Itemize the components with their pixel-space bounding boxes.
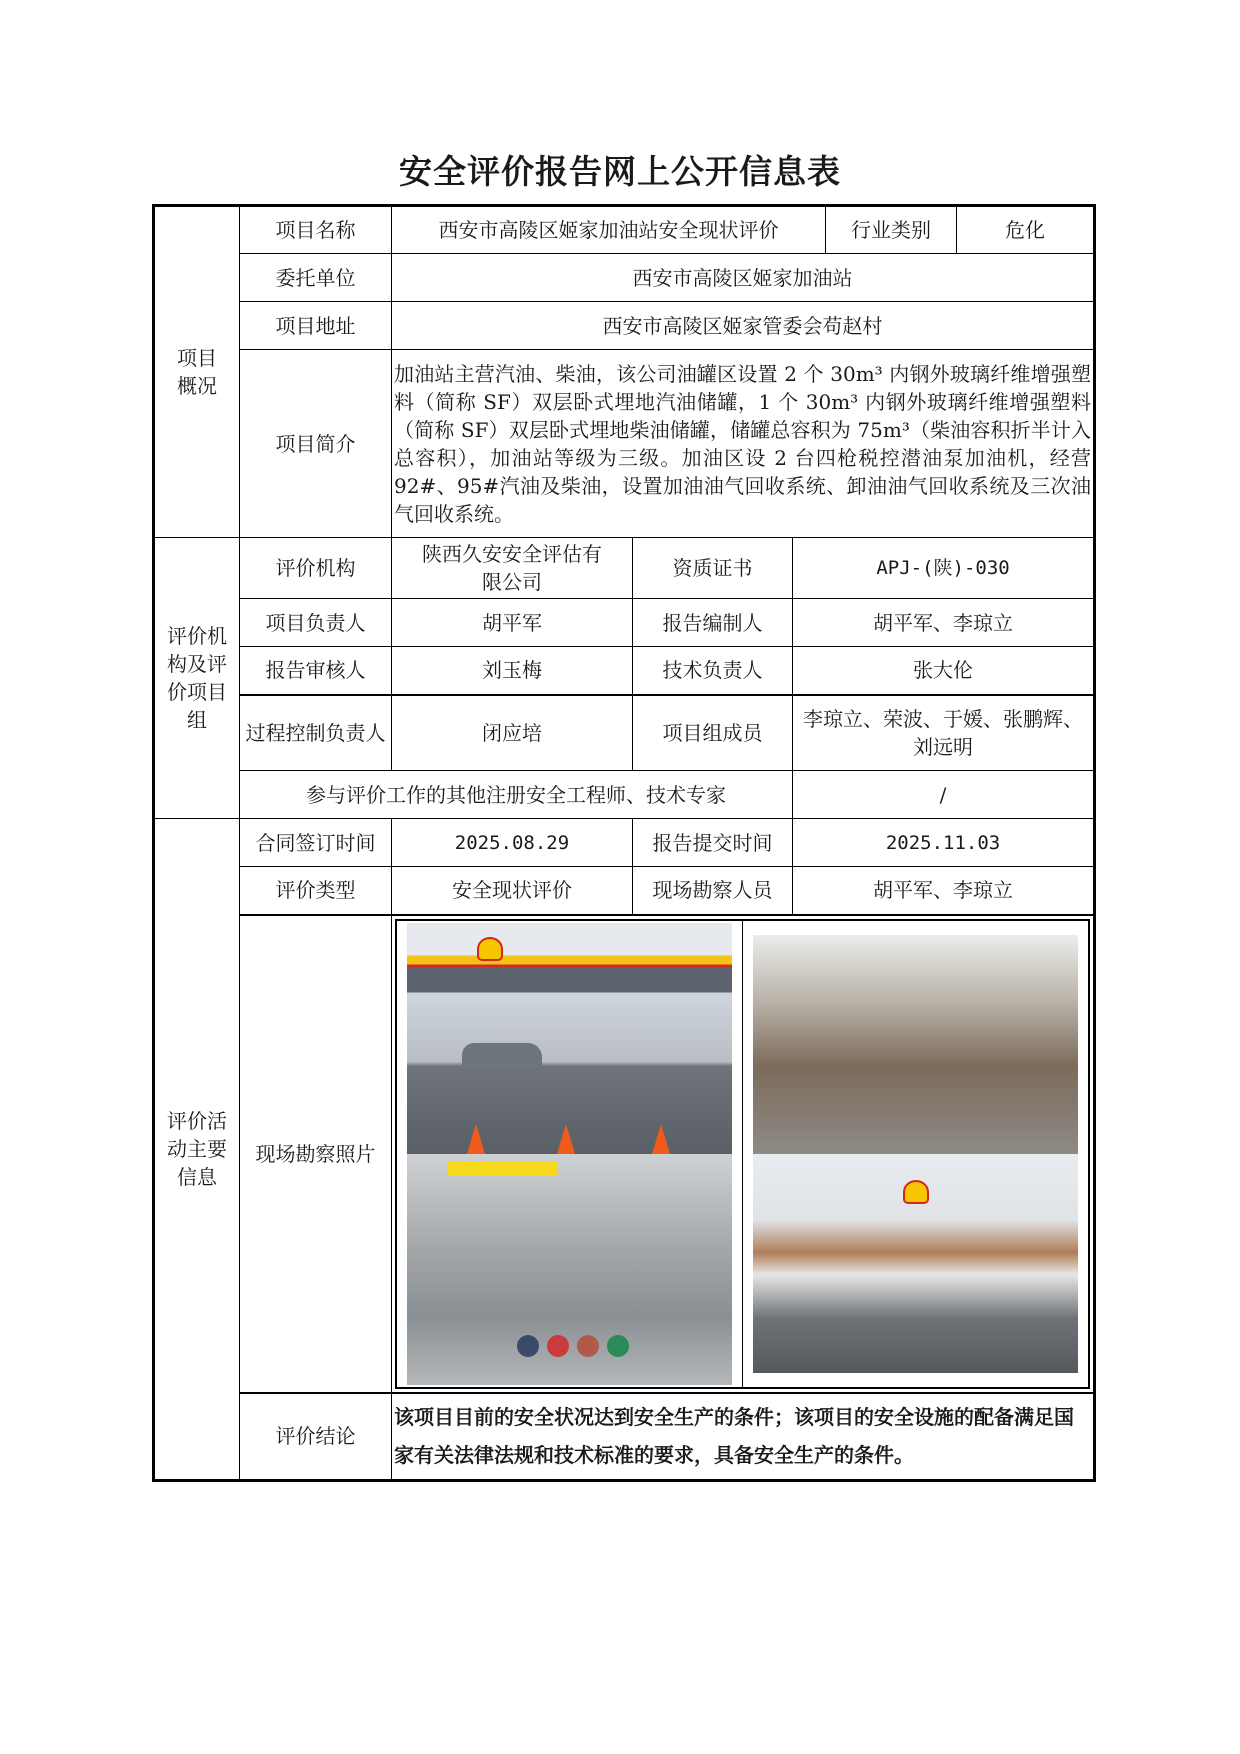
- page-title: 安全评价报告网上公开信息表: [399, 152, 841, 191]
- photos-cell: [392, 915, 1095, 1393]
- car-shape: [462, 1043, 542, 1069]
- cert-label: 资质证书: [633, 538, 793, 599]
- lead-label: 项目负责人: [240, 599, 392, 647]
- project-name-row: [392, 206, 1095, 254]
- photo-column-left: [397, 921, 742, 1387]
- photos-label: 现场勘察照片: [240, 915, 392, 1393]
- agency-label: 评价机构: [240, 538, 392, 599]
- author-label: 报告编制人: [633, 599, 793, 647]
- info-table: [152, 204, 1096, 1482]
- shell-logo-icon: [477, 937, 503, 961]
- contract-label: 合同签订时间: [240, 819, 392, 867]
- summary-value: 加油站主营汽油、柴油，该公司油罐区设置 2 个 30m³ 内钢外玻璃纤维增强塑料（简称 SF）双层卧式埋地汽油储罐，1 个 30m³ 内钢外玻璃纤维增强塑料（简称 SF）双层卧式埋地柴油储罐，储罐总容积为 75m³（柴油容积折半计入总容积），加油站等级为三级。加油区设 2 台四枪税控潜油泵加油机，经营 92#、95#汽油及柴油，设置加油油气回收系统、卸油油气回收系统及三次油气回收系统。: [392, 350, 1095, 538]
- cone-icon: [652, 1124, 670, 1154]
- photo-grid: [395, 919, 1090, 1389]
- type-value: 安全现状评价: [392, 867, 633, 915]
- photo-dispenser-interior: [753, 935, 1078, 1154]
- photo-column-right: [742, 921, 1088, 1387]
- others-label: 参与评价工作的其他注册安全工程师、技术专家: [240, 771, 793, 819]
- industry-label: 行业类别: [826, 207, 957, 253]
- industry-value: 危化: [1005, 218, 1045, 242]
- warning-sign: [447, 1162, 557, 1176]
- valve-icon: [517, 1335, 539, 1357]
- valve-icon: [547, 1335, 569, 1357]
- section-label: 评价活动主要信息: [167, 1109, 227, 1189]
- conclusion-label: 评价结论: [240, 1393, 392, 1481]
- submit-value: 2025.11.03: [793, 819, 1095, 867]
- address-label: 项目地址: [240, 302, 392, 350]
- client-value: 西安市高陵区姬家加油站: [392, 254, 1095, 302]
- process-label: 过程控制负责人: [240, 695, 392, 771]
- client-label: 委托单位: [240, 254, 392, 302]
- type-label: 评价类型: [240, 867, 392, 915]
- valve-icon: [577, 1335, 599, 1357]
- author-value: 胡平军、李琼立: [793, 599, 1095, 647]
- tech-value: 张大伦: [793, 647, 1095, 695]
- section-activity: [154, 819, 240, 1481]
- shell-logo-icon: [903, 1180, 929, 1204]
- surveyor-value: 胡平军、李琼立: [793, 867, 1095, 915]
- contract-value: 2025.08.29: [392, 819, 633, 867]
- project-name-value: 西安市高陵区姬家加油站安全现状评价: [392, 207, 826, 253]
- conclusion-value: 该项目目前的安全状况达到安全生产的条件；该项目的安全设施的配备满足国家有关法律法规和技术标准的要求，具备安全生产的条件。: [392, 1393, 1095, 1481]
- section-project-overview: [154, 206, 240, 538]
- summary-label: 项目简介: [240, 350, 392, 538]
- surveyor-label: 现场勘察人员: [633, 867, 793, 915]
- project-name-label: 项目名称: [240, 206, 392, 254]
- submit-label: 报告提交时间: [633, 819, 793, 867]
- reviewer-value: 刘玉梅: [392, 647, 633, 695]
- section-org: [154, 538, 240, 819]
- cert-value: APJ-(陕)-030: [793, 538, 1095, 599]
- agency-value: [392, 538, 633, 599]
- tech-label: 技术负责人: [633, 647, 793, 695]
- photo-station-front: [407, 923, 732, 1154]
- lead-value: 胡平军: [392, 599, 633, 647]
- cone-icon: [467, 1124, 485, 1154]
- photo-station-side: [753, 1154, 1078, 1373]
- valve-icon: [607, 1335, 629, 1357]
- cone-icon: [557, 1124, 575, 1154]
- members-value: 李琼立、荣波、于媛、张鹏辉、刘远明: [793, 695, 1095, 771]
- agency-text: 陕西久安安全评估有限公司: [422, 542, 602, 594]
- section-label: 评价机构及评价项目组: [167, 624, 227, 732]
- members-label: 项目组成员: [633, 695, 793, 771]
- reviewer-label: 报告审核人: [240, 647, 392, 695]
- process-value: 闭应培: [392, 695, 633, 771]
- photo-unloading-box: [407, 1154, 732, 1385]
- address-value: 西安市高陵区姬家管委会苟赵村: [392, 302, 1095, 350]
- others-value: /: [793, 771, 1095, 819]
- section-label: 项目概况: [177, 346, 217, 398]
